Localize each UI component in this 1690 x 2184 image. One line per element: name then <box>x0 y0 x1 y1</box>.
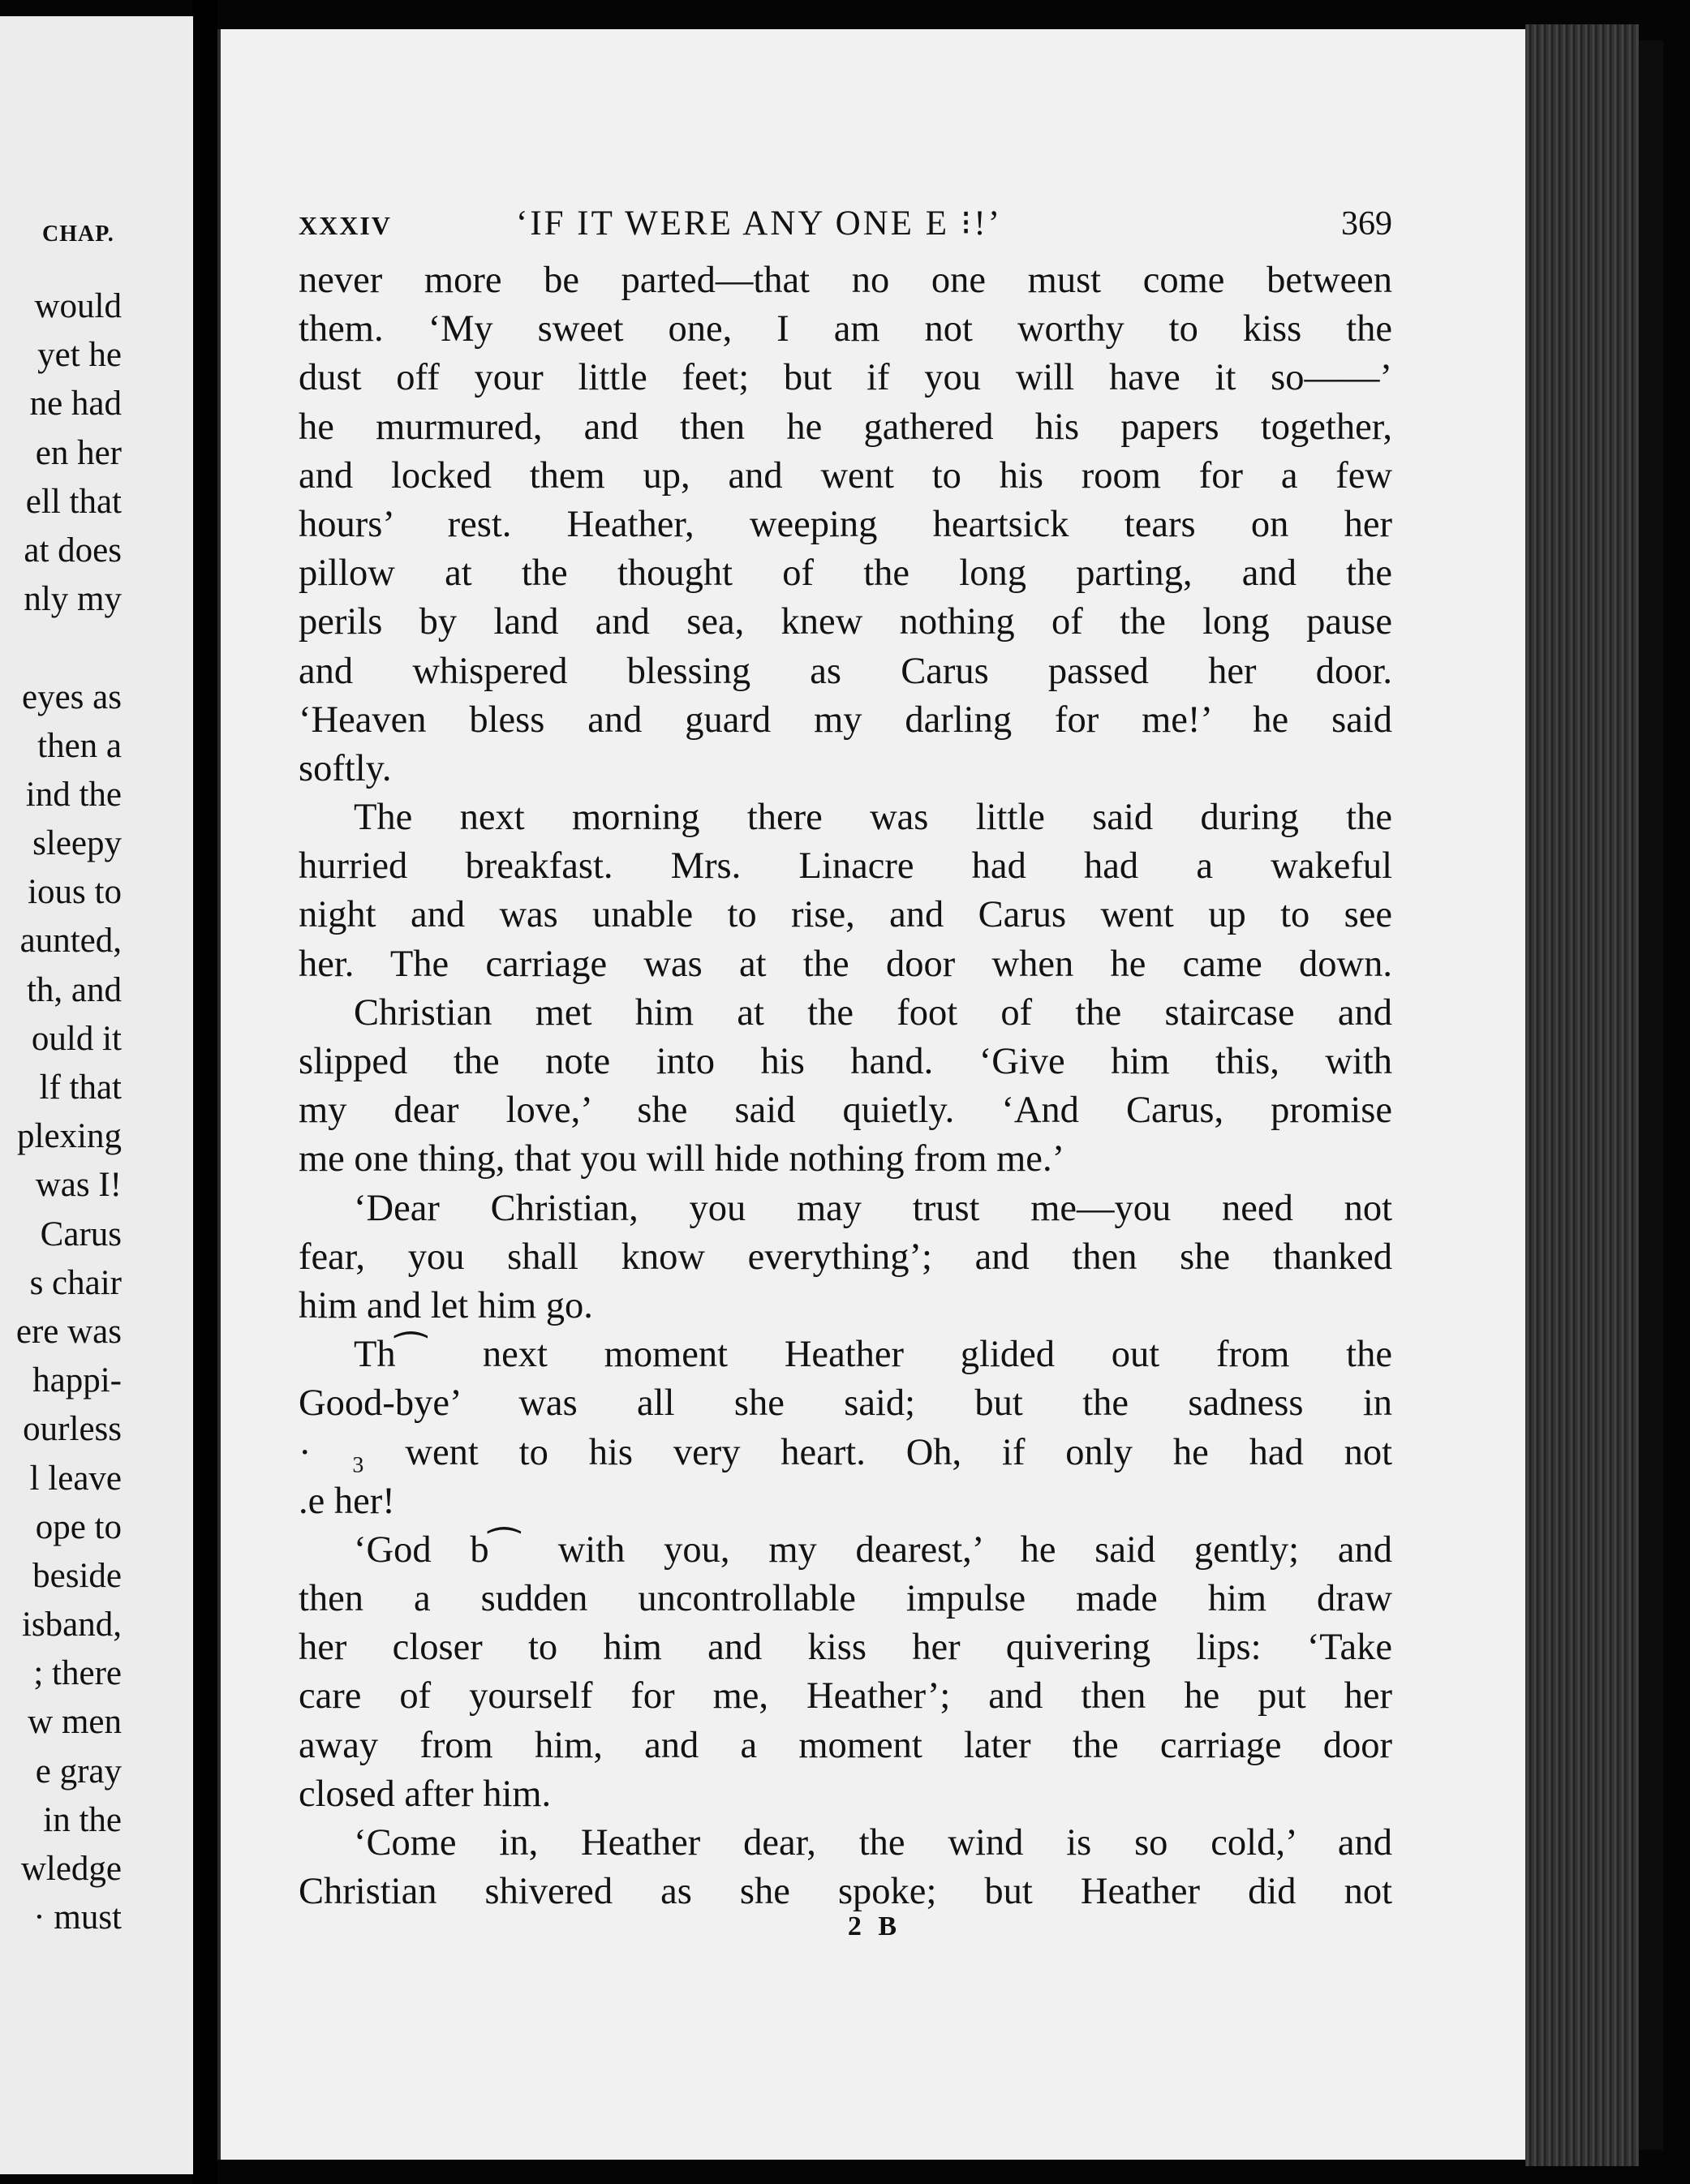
page-number: 369 <box>1341 205 1392 243</box>
left-line: l leave <box>29 1459 122 1498</box>
text-line: him and let him go. <box>299 1284 593 1326</box>
text-line: them. ‘My sweet one, I am not worthy to kiss the <box>299 308 1392 350</box>
text-line: never more be parted—that no one must come between <box>299 260 1392 301</box>
text-line: ‘Heaven bless and guard my darling for me!’ he said <box>299 699 1392 741</box>
text-line: perils by land and sea, knew nothing of the long pause <box>299 601 1392 643</box>
book-page <box>217 29 1529 2160</box>
page-edges <box>1525 24 1639 2166</box>
text-line: pillow at the thought of the long parting, and the <box>299 552 1392 595</box>
left-line: th, and <box>26 970 122 1009</box>
left-line: at does <box>24 531 122 570</box>
left-line: ope to <box>35 1507 122 1546</box>
text-line: and locked them up, and went to his room for a few <box>299 454 1392 497</box>
text-line: and whispered blessing as Carus passed her door. <box>299 650 1392 692</box>
text-line: Christian met him at the foot of the staircase and <box>354 991 1392 1034</box>
left-line: ell that <box>25 482 122 521</box>
text-line: ‘Dear Christian, you may trust me—you need not <box>354 1187 1392 1229</box>
text-line: Th⁀ next moment Heather glided out from the <box>354 1334 1392 1376</box>
left-line: w men <box>28 1703 122 1742</box>
left-line: yet he <box>37 336 122 375</box>
signature-mark: 2 B <box>847 1911 902 1941</box>
left-line: e gray <box>35 1752 122 1791</box>
text-line: then a sudden uncontrollable impulse made him draw <box>299 1578 1392 1620</box>
previous-page <box>0 16 198 2174</box>
text-line: Christian shivered as she spoke; but Heather did not <box>299 1871 1392 1913</box>
book-gutter <box>193 0 217 2184</box>
left-line: · must <box>33 1898 122 1937</box>
left-line: eyes as <box>22 677 122 716</box>
left-line: ; there <box>33 1654 122 1693</box>
text-line: care of yourself for me, Heather’; and then he put her <box>299 1675 1392 1718</box>
left-line: nly my <box>24 580 122 619</box>
text-line: .e her! <box>299 1480 395 1522</box>
text-line: hurried breakfast. Mrs. Linacre had had a wakeful <box>299 845 1392 888</box>
text-line: closed after him. <box>299 1773 552 1815</box>
left-line: isband, <box>21 1606 122 1644</box>
body-text <box>299 256 1392 1916</box>
left-line: ious to <box>28 873 122 912</box>
left-line: ind the <box>25 775 122 814</box>
left-line: lf that <box>39 1068 122 1107</box>
left-line: would <box>34 287 122 325</box>
left-line: plexing <box>17 1117 122 1156</box>
left-line: then a <box>37 726 122 765</box>
text-line: me one thing, that you will hide nothing from me.’ <box>299 1138 1065 1180</box>
left-line: en her <box>35 433 122 472</box>
left-line: ourless <box>23 1410 122 1449</box>
text-line: her. The carriage was at the door when he came down. <box>299 943 1392 985</box>
text-line: fear, you shall know everything’; and then she thanked <box>299 1236 1392 1278</box>
left-line: in the <box>43 1800 122 1839</box>
text-line: · ₃ went to his very heart. Oh, if only he had not <box>299 1431 1392 1473</box>
left-line: aunted, <box>19 922 122 961</box>
text-line: her closer to him and kiss her quivering lips: ‘Take <box>299 1627 1392 1669</box>
left-line: beside <box>32 1556 122 1595</box>
text-line: softly. <box>299 747 392 789</box>
left-line: was I! <box>35 1166 122 1205</box>
left-line: happi- <box>32 1361 122 1400</box>
text-line: ‘God b⁀ with you, my dearest,’ he said gently; and <box>354 1528 1392 1571</box>
left-line: ere was <box>15 1312 122 1351</box>
text-line: slipped the note into his hand. ‘Give him this, with <box>299 1041 1392 1082</box>
text-line: he murmured, and then he gathered his papers together, <box>299 406 1392 448</box>
left-chapter-label: CHAP. <box>42 221 114 247</box>
text-line: ‘Come in, Heather dear, the wind is so cold,’ and <box>354 1822 1392 1864</box>
left-line <box>0 624 122 673</box>
text-line: The next morning there was little said during the <box>354 797 1392 839</box>
text-line: my dear love,’ she said quietly. ‘And Carus, promise <box>299 1090 1392 1132</box>
text-line: dust off your little feet; but if you will have it so——’ <box>299 357 1392 399</box>
book-cover-edge <box>1639 41 1663 2150</box>
left-page-text <box>0 282 122 1942</box>
left-line: ne had <box>29 385 122 423</box>
left-line: wledge <box>20 1850 122 1888</box>
left-line: ould it <box>31 1019 122 1058</box>
chapter-number: XXXIV <box>299 211 392 240</box>
text-line: hours’ rest. Heather, weeping heartsick tears on her <box>299 503 1392 545</box>
running-title: ‘IF IT WERE ANY ONE E ⁝!’ <box>516 204 1003 243</box>
text-line: away from him, and a moment later the carriage door <box>299 1724 1392 1766</box>
left-line: Carus <box>40 1215 122 1253</box>
running-head <box>299 200 1392 256</box>
text-line: night and was unable to rise, and Carus went up to see <box>299 894 1392 936</box>
left-line: s chair <box>29 1263 122 1302</box>
left-line: sleepy <box>32 824 122 863</box>
text-line: Good-bye’ was all she said; but the sadness in <box>299 1382 1392 1425</box>
